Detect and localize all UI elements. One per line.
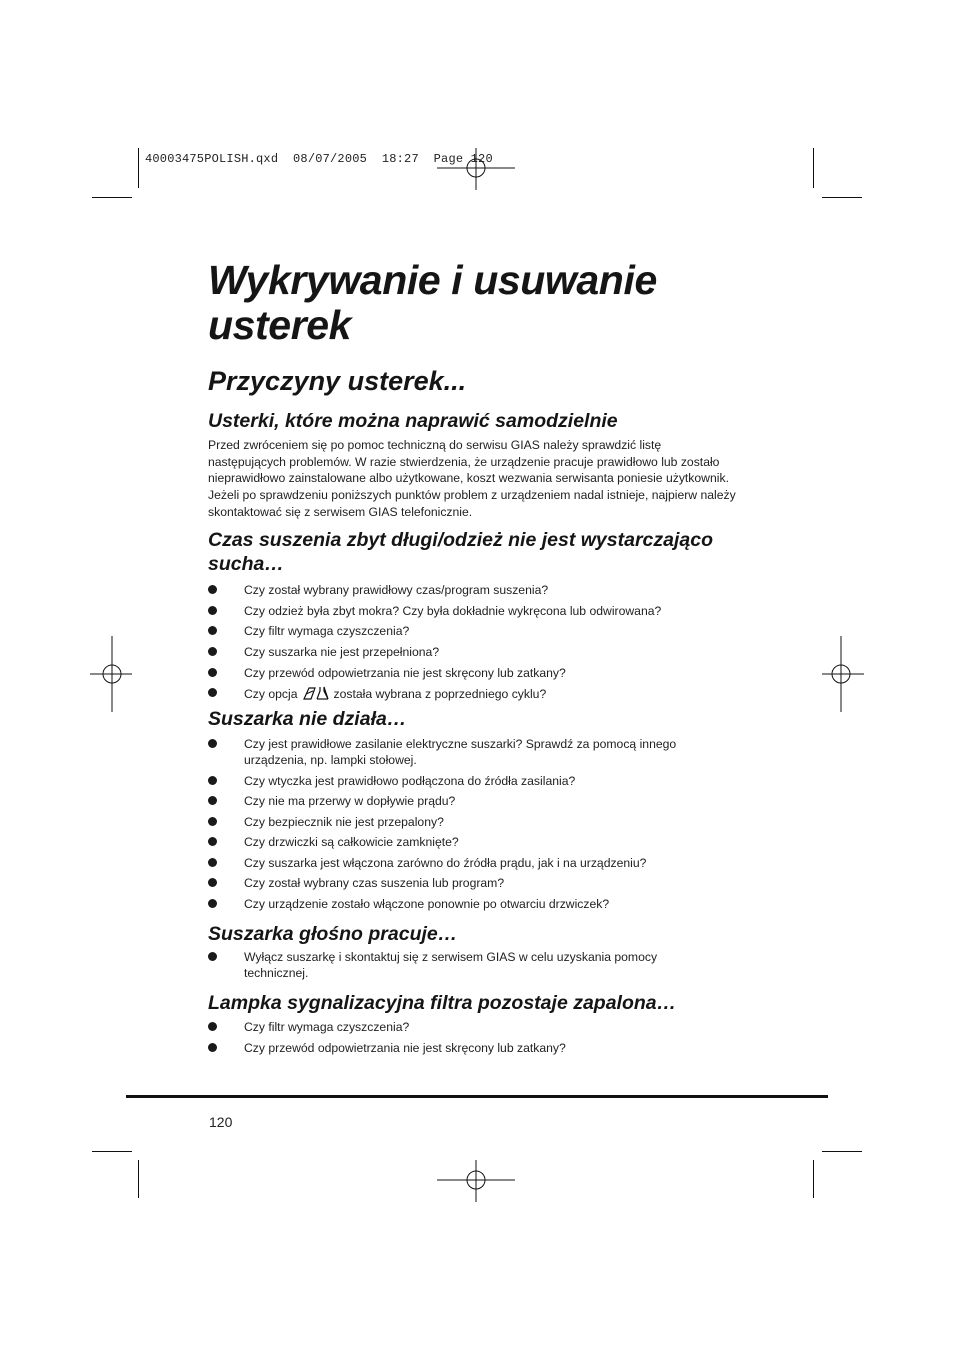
list-item: Czy przewód odpowietrzania nie jest skręcony lub zatkany? [208,1040,698,1056]
section-heading: Suszarka głośno pracuje… [208,923,458,945]
checklist [208,582,738,702]
bullet-icon [208,837,217,846]
list-item: Czy wtyczka jest prawidłowo podłączona do źródła zasilania? [208,773,698,789]
bullet-icon [208,626,217,635]
registration-mark-left [90,636,134,714]
list-item: Czy odzież była zbyt mokra? Czy była dokładnie wykręcona lub odwirowana? [208,603,698,619]
section-heading: Czas suszenia zbyt długi/odzież nie jest wystarczająco sucha… [208,529,713,575]
bullet-icon [208,1022,217,1031]
section-filter-lamp [208,991,738,1056]
section-drying-time [208,528,738,702]
checklist [208,949,738,981]
bullet-icon [208,585,217,594]
list-item: Czy drzwiczki są całkowicie zamknięte? [208,834,698,850]
page-title: Wykrywanie i usuwanie usterek [208,257,657,348]
bullet-icon [208,1043,217,1052]
section-noisy [208,922,738,981]
list-item: Czy został wybrany czas suszenia lub program? [208,875,698,891]
list-item: Czy urządzenie zostało włączone ponownie po otwarciu drzwiczek? [208,896,698,912]
section-heading: Suszarka nie działa… [208,708,407,730]
list-item: Czy przewód odpowietrzania nie jest skręcony lub zatkany? [208,665,698,681]
print-slug: 40003475POLISH.qxd 08/07/2005 18:27 Page 120 [145,152,493,166]
intro-text: Przed zwróceniem się po pomoc techniczną do serwisu GIAS należy sprawdzić listę następujących problemów. W razie stwierdzenia, że urządzenie pracuje prawidłowo lub zostało nieprawidłowo zainstalowane albo użytkowane, koszt wezwania serwisanta poniesie użytkownik. Jeżeli po sprawdzeniu poniższych punktów problem z urządzeniem nadal istnieje, najpierw należy skontaktować się z serwisem GIAS telefonicznie. [208,438,736,519]
list-item: Czy suszarka jest włączona zarówno do źródła prądu, jak i na urządzeniu? [208,855,698,871]
bullet-icon [208,668,217,677]
list-item: Czy został wybrany prawidłowy czas/program suszenia? [208,582,698,598]
bullet-icon [208,647,217,656]
registration-mark-bottom [437,1160,517,1204]
list-item: Czy jest prawidłowe zasilanie elektryczne suszarki? Sprawdź za pomocą innego urządzenia, np. lampki stołowej. [208,736,698,768]
list-item: Wyłącz suszarkę i skontaktuj się z serwisem GIAS w celu uzyskania pomocy technicznej. [208,949,698,981]
checklist [208,1019,738,1056]
list-item: Czy opcja została wybrana z poprzedniego cyklu? [208,685,698,702]
checklist [208,736,738,912]
bullet-icon [208,817,217,826]
registration-mark-top [437,148,517,192]
bullet-icon [208,606,217,615]
bullet-icon [208,878,217,887]
section-not-working [208,707,738,912]
footer-rule [126,1095,828,1098]
page-subtitle: Przyczyny usterek... [208,366,467,396]
list-item: Czy filtr wymaga czyszczenia? [208,1019,698,1035]
list-item: Czy nie ma przerwy w dopływie prądu? [208,793,698,809]
list-item: Czy suszarka nie jest przepełniona? [208,644,698,660]
intro-section [208,409,738,521]
registration-mark-right [820,636,864,714]
list-item: Czy bezpiecznik nie jest przepalony? [208,814,698,830]
section-heading: Lampka sygnalizacyjna filtra pozostaje zapalona… [208,992,677,1014]
bullet-icon [208,776,217,785]
bullet-icon [208,739,217,748]
bullet-icon [208,796,217,805]
bullet-icon [208,858,217,867]
bullet-icon [208,899,217,908]
list-item: Czy filtr wymaga czyszczenia? [208,623,698,639]
bullet-icon [208,952,217,961]
bullet-icon [208,688,217,697]
page-number: 120 [209,1114,233,1130]
intro-heading: Usterki, które można naprawić samodzielnie [208,410,618,432]
easy-iron-icon [302,685,330,701]
